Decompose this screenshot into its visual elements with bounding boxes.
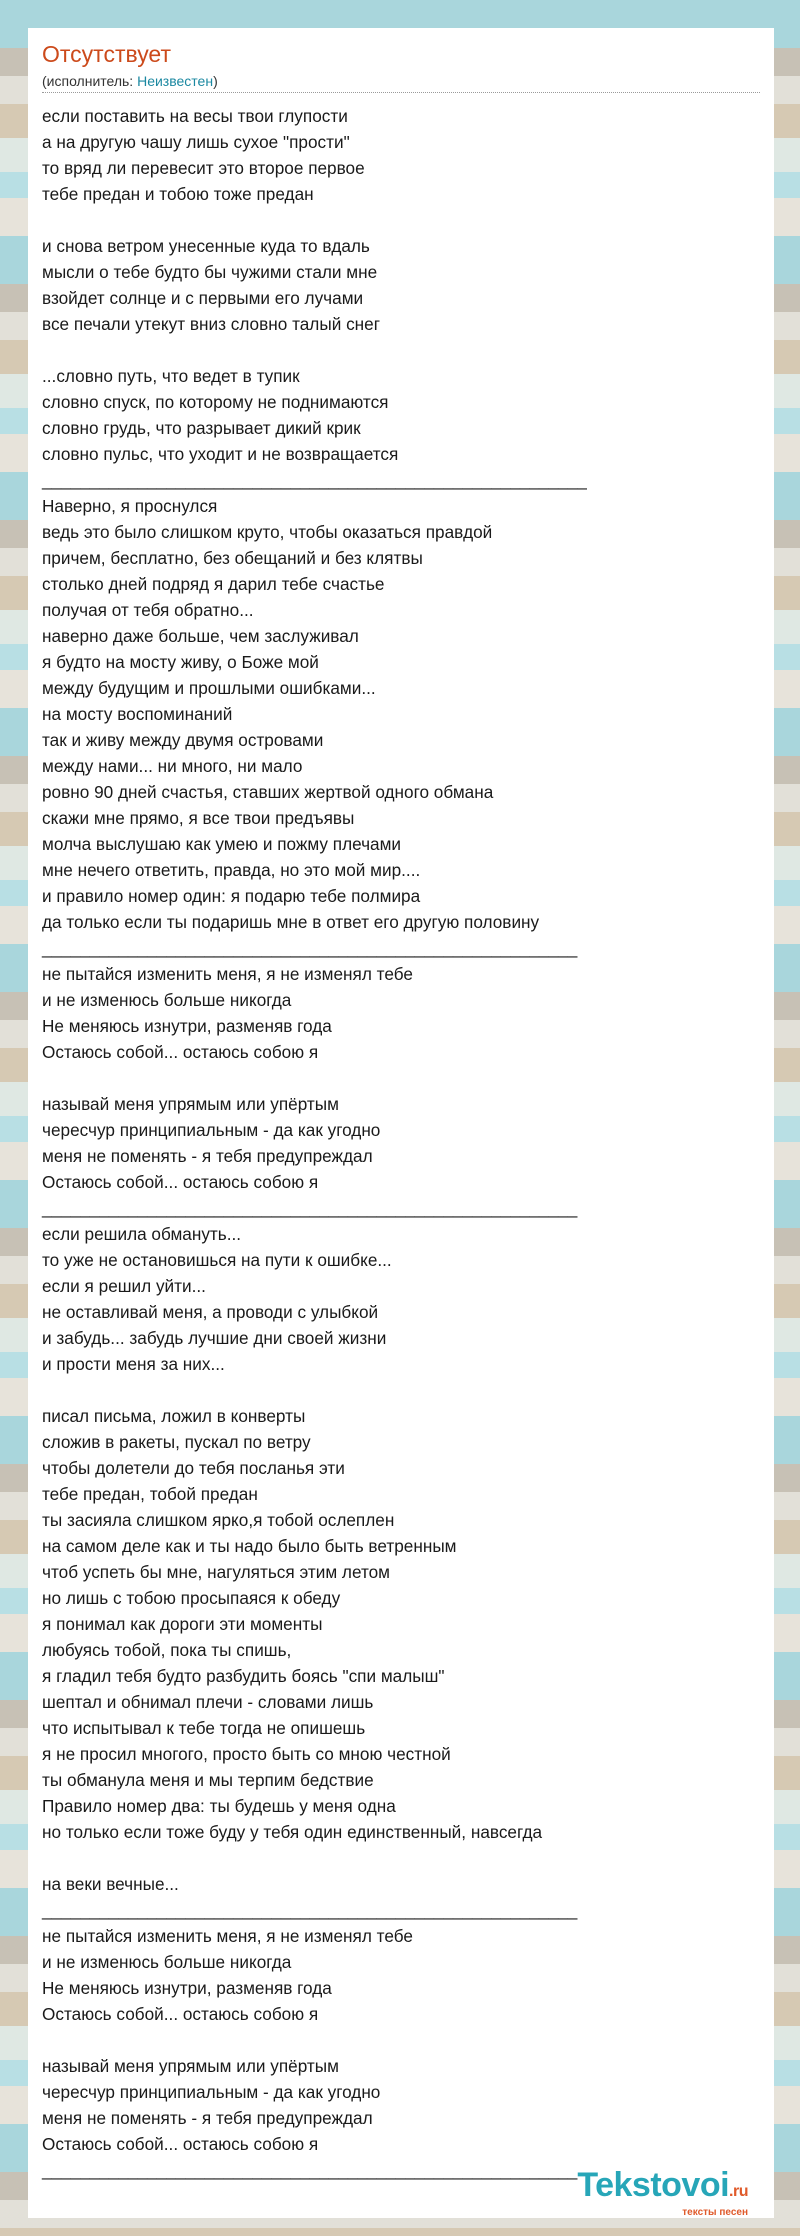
lyric-line: меня не поменять - я тебя предупреждал bbox=[42, 1146, 373, 1166]
logo-name: Tekstovoi bbox=[577, 2166, 730, 2204]
lyric-line: между будущим и прошлыми ошибками... bbox=[42, 678, 376, 698]
section-divider: _________________________________________________________ bbox=[42, 470, 587, 490]
lyric-line: называй меня упрямым или упёртым bbox=[42, 1094, 339, 1114]
lyric-line: Остаюсь собой... остаюсь собою я bbox=[42, 1172, 319, 1192]
performer-suffix: ) bbox=[213, 73, 218, 89]
lyric-line: меня не поменять - я тебя предупреждал bbox=[42, 2108, 373, 2128]
lyrics-page bbox=[28, 28, 774, 2218]
lyric-line: словно спуск, по которому не поднимаются bbox=[42, 392, 389, 412]
lyric-line: тебе предан, тобой предан bbox=[42, 1484, 258, 1504]
lyric-line: Правило номер два: ты будешь у меня одна bbox=[42, 1796, 396, 1816]
lyric-line: да только если ты подаришь мне в ответ его другую половину bbox=[42, 912, 540, 932]
lyric-line: и не изменюсь больше никогда bbox=[42, 1952, 292, 1972]
lyric-line: но лишь с тобою просыпаяся к обеду bbox=[42, 1588, 341, 1608]
section-divider: ________________________________________________________ bbox=[42, 2160, 578, 2180]
lyric-line: не пытайся изменить меня, я не изменял тебе bbox=[42, 1926, 413, 1946]
lyric-line: но только если тоже буду у тебя один единственный, навсегда bbox=[42, 1822, 543, 1842]
lyric-line: то вряд ли перевесит это второе первое bbox=[42, 158, 365, 178]
section-divider: ________________________________________________________ bbox=[42, 938, 578, 958]
lyric-line: если решила обмануть... bbox=[42, 1224, 242, 1244]
lyric-line: если я решил уйти... bbox=[42, 1276, 206, 1296]
lyric-line: чтобы долетели до тебя посланья эти bbox=[42, 1458, 345, 1478]
lyric-line: получая от тебя обратно... bbox=[42, 600, 254, 620]
lyric-line: словно пульс, что уходит и не возвращается bbox=[42, 444, 399, 464]
lyric-line: так и живу между двумя островами bbox=[42, 730, 324, 750]
lyric-line: на веки вечные... bbox=[42, 1874, 179, 1894]
lyric-line: все печали утекут вниз словно талый снег bbox=[42, 314, 380, 334]
logo-tagline: тексты песен bbox=[682, 2207, 748, 2218]
lyric-line: а на другую чашу лишь сухое "прости" bbox=[42, 132, 350, 152]
section-divider: ________________________________________________________ bbox=[42, 1198, 578, 1218]
lyric-line: ...словно путь, что ведет в тупик bbox=[42, 366, 300, 386]
lyric-line: взойдет солнце и с первыми его лучами bbox=[42, 288, 364, 308]
lyric-line: на самом деле как и ты надо было быть ветренным bbox=[42, 1536, 457, 1556]
lyric-line: то уже не остановишься на пути к ошибке... bbox=[42, 1250, 392, 1270]
lyric-line: ведь это было слишком круто, чтобы оказаться правдой bbox=[42, 522, 493, 542]
lyric-line: мне нечего ответить, правда, но это мой мир.... bbox=[42, 860, 421, 880]
title-divider bbox=[42, 92, 760, 93]
lyric-line: Наверно, я проснулся bbox=[42, 496, 218, 516]
lyric-line: между нами... ни много, ни мало bbox=[42, 756, 303, 776]
lyrics-text bbox=[42, 103, 762, 2183]
lyric-line: я не просил многого, просто быть со мною честной bbox=[42, 1744, 451, 1764]
performer-prefix: (исполнитель: bbox=[42, 73, 138, 89]
lyric-line: любуясь тобой, пока ты спишь, bbox=[42, 1640, 292, 1660]
site-logo[interactable] bbox=[577, 2168, 748, 2218]
lyric-line: молча выслушаю как умею и пожму плечами bbox=[42, 834, 402, 854]
lyric-line: сложив в ракеты, пускал по ветру bbox=[42, 1432, 311, 1452]
lyric-line: чересчур принципиальным - да как угодно bbox=[42, 1120, 381, 1140]
lyric-line: я понимал как дороги эти моменты bbox=[42, 1614, 323, 1634]
lyric-line: Остаюсь собой... остаюсь собою я bbox=[42, 2004, 319, 2024]
lyric-line: и правило номер один: я подарю тебе полмира bbox=[42, 886, 421, 906]
lyric-line: и не изменюсь больше никогда bbox=[42, 990, 292, 1010]
lyric-line: не оставливай меня, а проводи с улыбкой bbox=[42, 1302, 379, 1322]
lyric-line: Не меняюсь изнутри, разменяв года bbox=[42, 1016, 332, 1036]
performer-link[interactable]: Неизвестен bbox=[137, 73, 214, 89]
lyric-line: чтоб успеть бы мне, нагуляться этим летом bbox=[42, 1562, 390, 1582]
lyric-line: мысли о тебе будто бы чужими стали мне bbox=[42, 262, 378, 282]
lyric-line: ты обманула меня и мы терпим бедствие bbox=[42, 1770, 374, 1790]
lyric-line: и прости меня за них... bbox=[42, 1354, 225, 1374]
lyric-line: не пытайся изменить меня, я не изменял тебе bbox=[42, 964, 413, 984]
lyric-line: шептал и обнимал плечи - словами лишь bbox=[42, 1692, 374, 1712]
lyric-line: скажи мне прямо, я все твои предъявы bbox=[42, 808, 355, 828]
lyric-line: Остаюсь собой... остаюсь собою я bbox=[42, 1042, 319, 1062]
lyric-line: причем, бесплатно, без обещаний и без клятвы bbox=[42, 548, 423, 568]
lyric-line: столько дней подряд я дарил тебе счастье bbox=[42, 574, 385, 594]
lyric-line: наверно даже больше, чем заслуживал bbox=[42, 626, 359, 646]
logo-tld: .ru bbox=[729, 2183, 748, 2200]
lyric-line: Не меняюсь изнутри, разменяв года bbox=[42, 1978, 332, 1998]
performer-line bbox=[42, 72, 218, 90]
logo-wordmark bbox=[577, 2168, 748, 2209]
lyric-line: словно грудь, что разрывает дикий крик bbox=[42, 418, 361, 438]
lyric-line: что испытывал к тебе тогда не опишешь bbox=[42, 1718, 366, 1738]
song-title: Отсутствует bbox=[42, 41, 171, 67]
section-divider: ________________________________________________________ bbox=[42, 1900, 578, 1920]
lyric-line: если поставить на весы твои глупости bbox=[42, 106, 348, 126]
lyric-line: чересчур принципиальным - да как угодно bbox=[42, 2082, 381, 2102]
lyric-line: на мосту воспоминаний bbox=[42, 704, 233, 724]
lyric-line: и снова ветром унесенные куда то вдаль bbox=[42, 236, 370, 256]
lyric-line: писал письма, ложил в конверты bbox=[42, 1406, 306, 1426]
lyric-line: и забудь... забудь лучшие дни своей жизни bbox=[42, 1328, 387, 1348]
lyric-line: Остаюсь собой... остаюсь собою я bbox=[42, 2134, 319, 2154]
lyric-line: тебе предан и тобою тоже предан bbox=[42, 184, 314, 204]
lyric-line: я гладил тебя будто разбудить боясь "спи малыш" bbox=[42, 1666, 445, 1686]
lyric-line: я будто на мосту живу, о Боже мой bbox=[42, 652, 319, 672]
lyric-line: ты засияла слишком ярко,я тобой ослеплен bbox=[42, 1510, 395, 1530]
lyric-line: ровно 90 дней счастья, ставших жертвой одного обмана bbox=[42, 782, 494, 802]
lyric-line: называй меня упрямым или упёртым bbox=[42, 2056, 339, 2076]
